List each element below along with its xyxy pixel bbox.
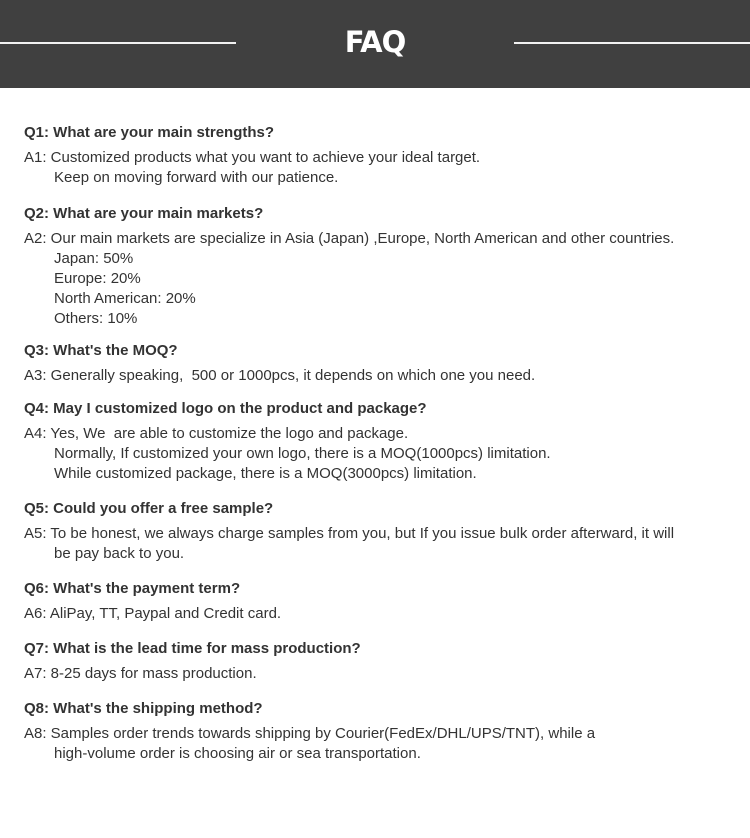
answer <box>24 604 734 624</box>
answer-line: A1: Customized products what you want to achieve your ideal target. <box>24 149 481 166</box>
question: Q5: Could you offer a free sample? <box>24 500 274 517</box>
answer-line: A7: 8-25 days for mass production. <box>24 665 257 682</box>
question: Q7: What is the lead time for mass production? <box>24 640 361 657</box>
answer-line: A6: AliPay, TT, Paypal and Credit card. <box>24 605 282 622</box>
question: Q1: What are your main strengths? <box>24 124 275 141</box>
answer-line: A8: Samples order trends towards shipping by Courier(FedEx/DHL/UPS/TNT), while a <box>24 725 596 742</box>
faq-item-7 <box>24 639 734 684</box>
faq-item-4 <box>24 399 734 484</box>
faq-item-6 <box>24 579 734 624</box>
question: Q4: May I customized logo on the product and package? <box>24 400 427 417</box>
question: Q2: What are your main markets? <box>24 205 264 222</box>
faq-item-1 <box>24 123 734 188</box>
question: Q6: What's the payment term? <box>24 580 241 597</box>
answer-line: A3: Generally speaking, 500 or 1000pcs, it depends on which one you need. <box>24 367 536 384</box>
answer-line: A5: To be honest, we always charge samples from you, but If you issue bulk order afterward, it will <box>24 525 675 542</box>
question: Q8: What's the shipping method? <box>24 700 263 717</box>
answer-line: A4: Yes, We are able to customize the logo and package. <box>24 425 409 442</box>
faq-item-3 <box>24 341 734 386</box>
answer <box>24 424 734 484</box>
faq-item-2 <box>24 204 734 329</box>
answer-line: North American: 20% <box>54 290 196 307</box>
header-divider-right <box>514 42 750 44</box>
answer <box>24 524 734 564</box>
answer-line: high-volume order is choosing air or sea transportation. <box>54 745 421 762</box>
answer-line: Keep on moving forward with our patience. <box>54 169 339 186</box>
answer-line: A2: Our main markets are specialize in Asia (Japan) ,Europe, North American and other countries. <box>24 230 675 247</box>
question: Q3: What's the MOQ? <box>24 342 178 359</box>
answer-line: be pay back to you. <box>54 545 185 562</box>
page-title: FAQ <box>344 25 406 59</box>
answer-line: While customized package, there is a MOQ(3000pcs) limitation. <box>54 465 477 482</box>
answer-line: Normally, If customized your own logo, there is a MOQ(1000pcs) limitation. <box>54 445 551 462</box>
answer <box>24 664 734 684</box>
answer <box>24 148 734 188</box>
answer <box>24 229 734 329</box>
answer-line: Europe: 20% <box>54 270 141 287</box>
answer-line: Others: 10% <box>54 310 138 327</box>
faq-item-8 <box>24 699 734 764</box>
faq-item-5 <box>24 499 734 564</box>
answer-line: Japan: 50% <box>54 250 134 267</box>
answer <box>24 366 734 386</box>
answer <box>24 724 734 764</box>
faq-header <box>0 0 750 88</box>
